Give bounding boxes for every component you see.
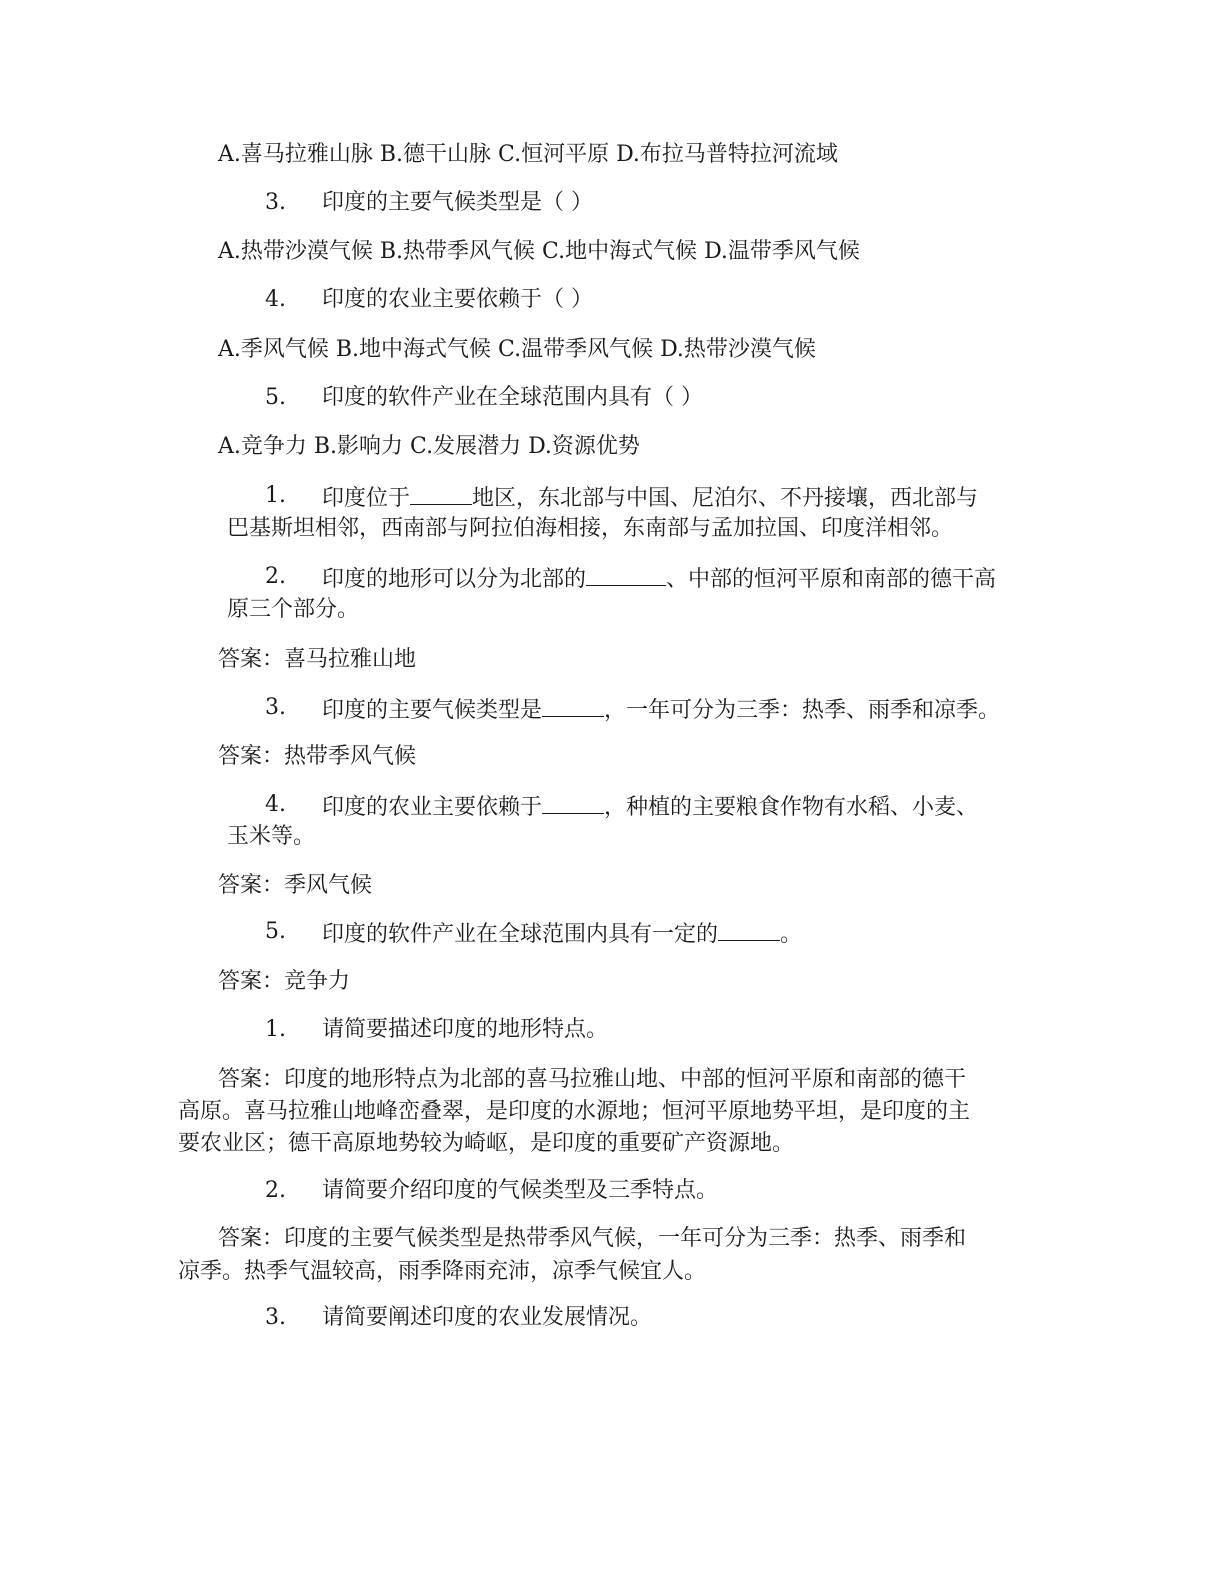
mc-options-4: A.季风气候 B.地中海式气候 C.温带季风气候 D.热带沙漠气候 <box>218 337 816 362</box>
question-number: 3. <box>265 190 286 215</box>
answer-text: 答案：印度的主要气候类型是热带季风气候，一年可分为三季：热季、雨季和 <box>218 1226 967 1251</box>
question-number: 3. <box>265 1305 286 1330</box>
question-text: 印度的农业主要依赖于（ ） <box>322 287 593 312</box>
answer-blank[interactable] <box>542 694 604 717</box>
answer-blank[interactable] <box>718 918 780 941</box>
question-number: 5. <box>265 385 286 410</box>
question-text: 请简要介绍印度的气候类型及三季特点。 <box>322 1178 719 1203</box>
question-text: 印度的农业主要依赖于 <box>322 795 543 820</box>
mc-options-3: A.热带沙漠气候 B.热带季风气候 C.地中海式气候 D.温带季风气候 <box>218 239 860 264</box>
question-number: 1. <box>265 1017 286 1042</box>
question-text: 印度的地形可以分为北部的 <box>322 567 587 592</box>
question-text: ，种植的主要粮食作物有水稻、小麦、 <box>604 795 979 820</box>
question-number: 2. <box>265 564 286 589</box>
question-text: ，一年可分为三季：热季、雨季和凉季。 <box>604 698 1001 723</box>
question-continuation: 巴基斯坦相邻，西南部与阿拉伯海相接，东南部与孟加拉国、印度洋相邻。 <box>227 516 954 541</box>
answer-text: 要农业区；德干高原地势较为崎岖，是印度的重要矿产资源地。 <box>178 1131 795 1156</box>
question-text: 印度的软件产业在全球范围内具有一定的 <box>322 922 719 947</box>
question-text: 印度的主要气候类型是（ ） <box>322 190 593 215</box>
answer-blank[interactable] <box>586 563 666 586</box>
question-text: 地区，东北部与中国、尼泊尔、不丹接壤，西北部与 <box>472 486 979 511</box>
answer-text: 凉季。热季气温较高，雨季降雨充沛，凉季气候宜人。 <box>178 1259 707 1284</box>
answer-text: 答案：印度的地形特点为北部的喜马拉雅山地、中部的恒河平原和南部的德干 <box>218 1067 967 1092</box>
answer-text: 答案：喜马拉雅山地 <box>218 647 417 672</box>
answer-text: 答案：季风气候 <box>218 873 373 898</box>
question-number: 3. <box>265 695 286 720</box>
answer-blank[interactable] <box>410 482 472 505</box>
question-text: 印度的主要气候类型是 <box>322 698 543 723</box>
question-number: 4. <box>265 287 286 312</box>
question-continuation: 原三个部分。 <box>227 597 360 622</box>
question-text: 印度的软件产业在全球范围内具有（ ） <box>322 385 703 410</box>
question-continuation: 玉米等。 <box>227 824 316 849</box>
answer-text: 高原。喜马拉雅山地峰峦叠翠，是印度的水源地；恒河平原地势平坦，是印度的主 <box>178 1099 971 1124</box>
q2-options: A.喜马拉雅山脉 B.德干山脉 C.恒河平原 D.布拉马普特拉河流域 <box>218 142 838 167</box>
answer-text: 答案：热带季风气候 <box>218 744 417 769</box>
answer-text: 答案：竞争力 <box>218 969 351 994</box>
question-text: 印度位于 <box>322 486 411 511</box>
question-text: 、中部的恒河平原和南部的德干高 <box>666 567 997 592</box>
question-text: 。 <box>780 922 803 947</box>
question-text: 请简要描述印度的地形特点。 <box>322 1017 609 1042</box>
answer-blank[interactable] <box>542 791 604 814</box>
question-number: 4. <box>265 792 286 817</box>
question-number: 1. <box>265 483 286 508</box>
mc-options-5: A.竞争力 B.影响力 C.发展潜力 D.资源优势 <box>218 434 640 459</box>
question-number: 2. <box>265 1178 286 1203</box>
question-number: 5. <box>265 919 286 944</box>
question-text: 请简要阐述印度的农业发展情况。 <box>322 1305 653 1330</box>
